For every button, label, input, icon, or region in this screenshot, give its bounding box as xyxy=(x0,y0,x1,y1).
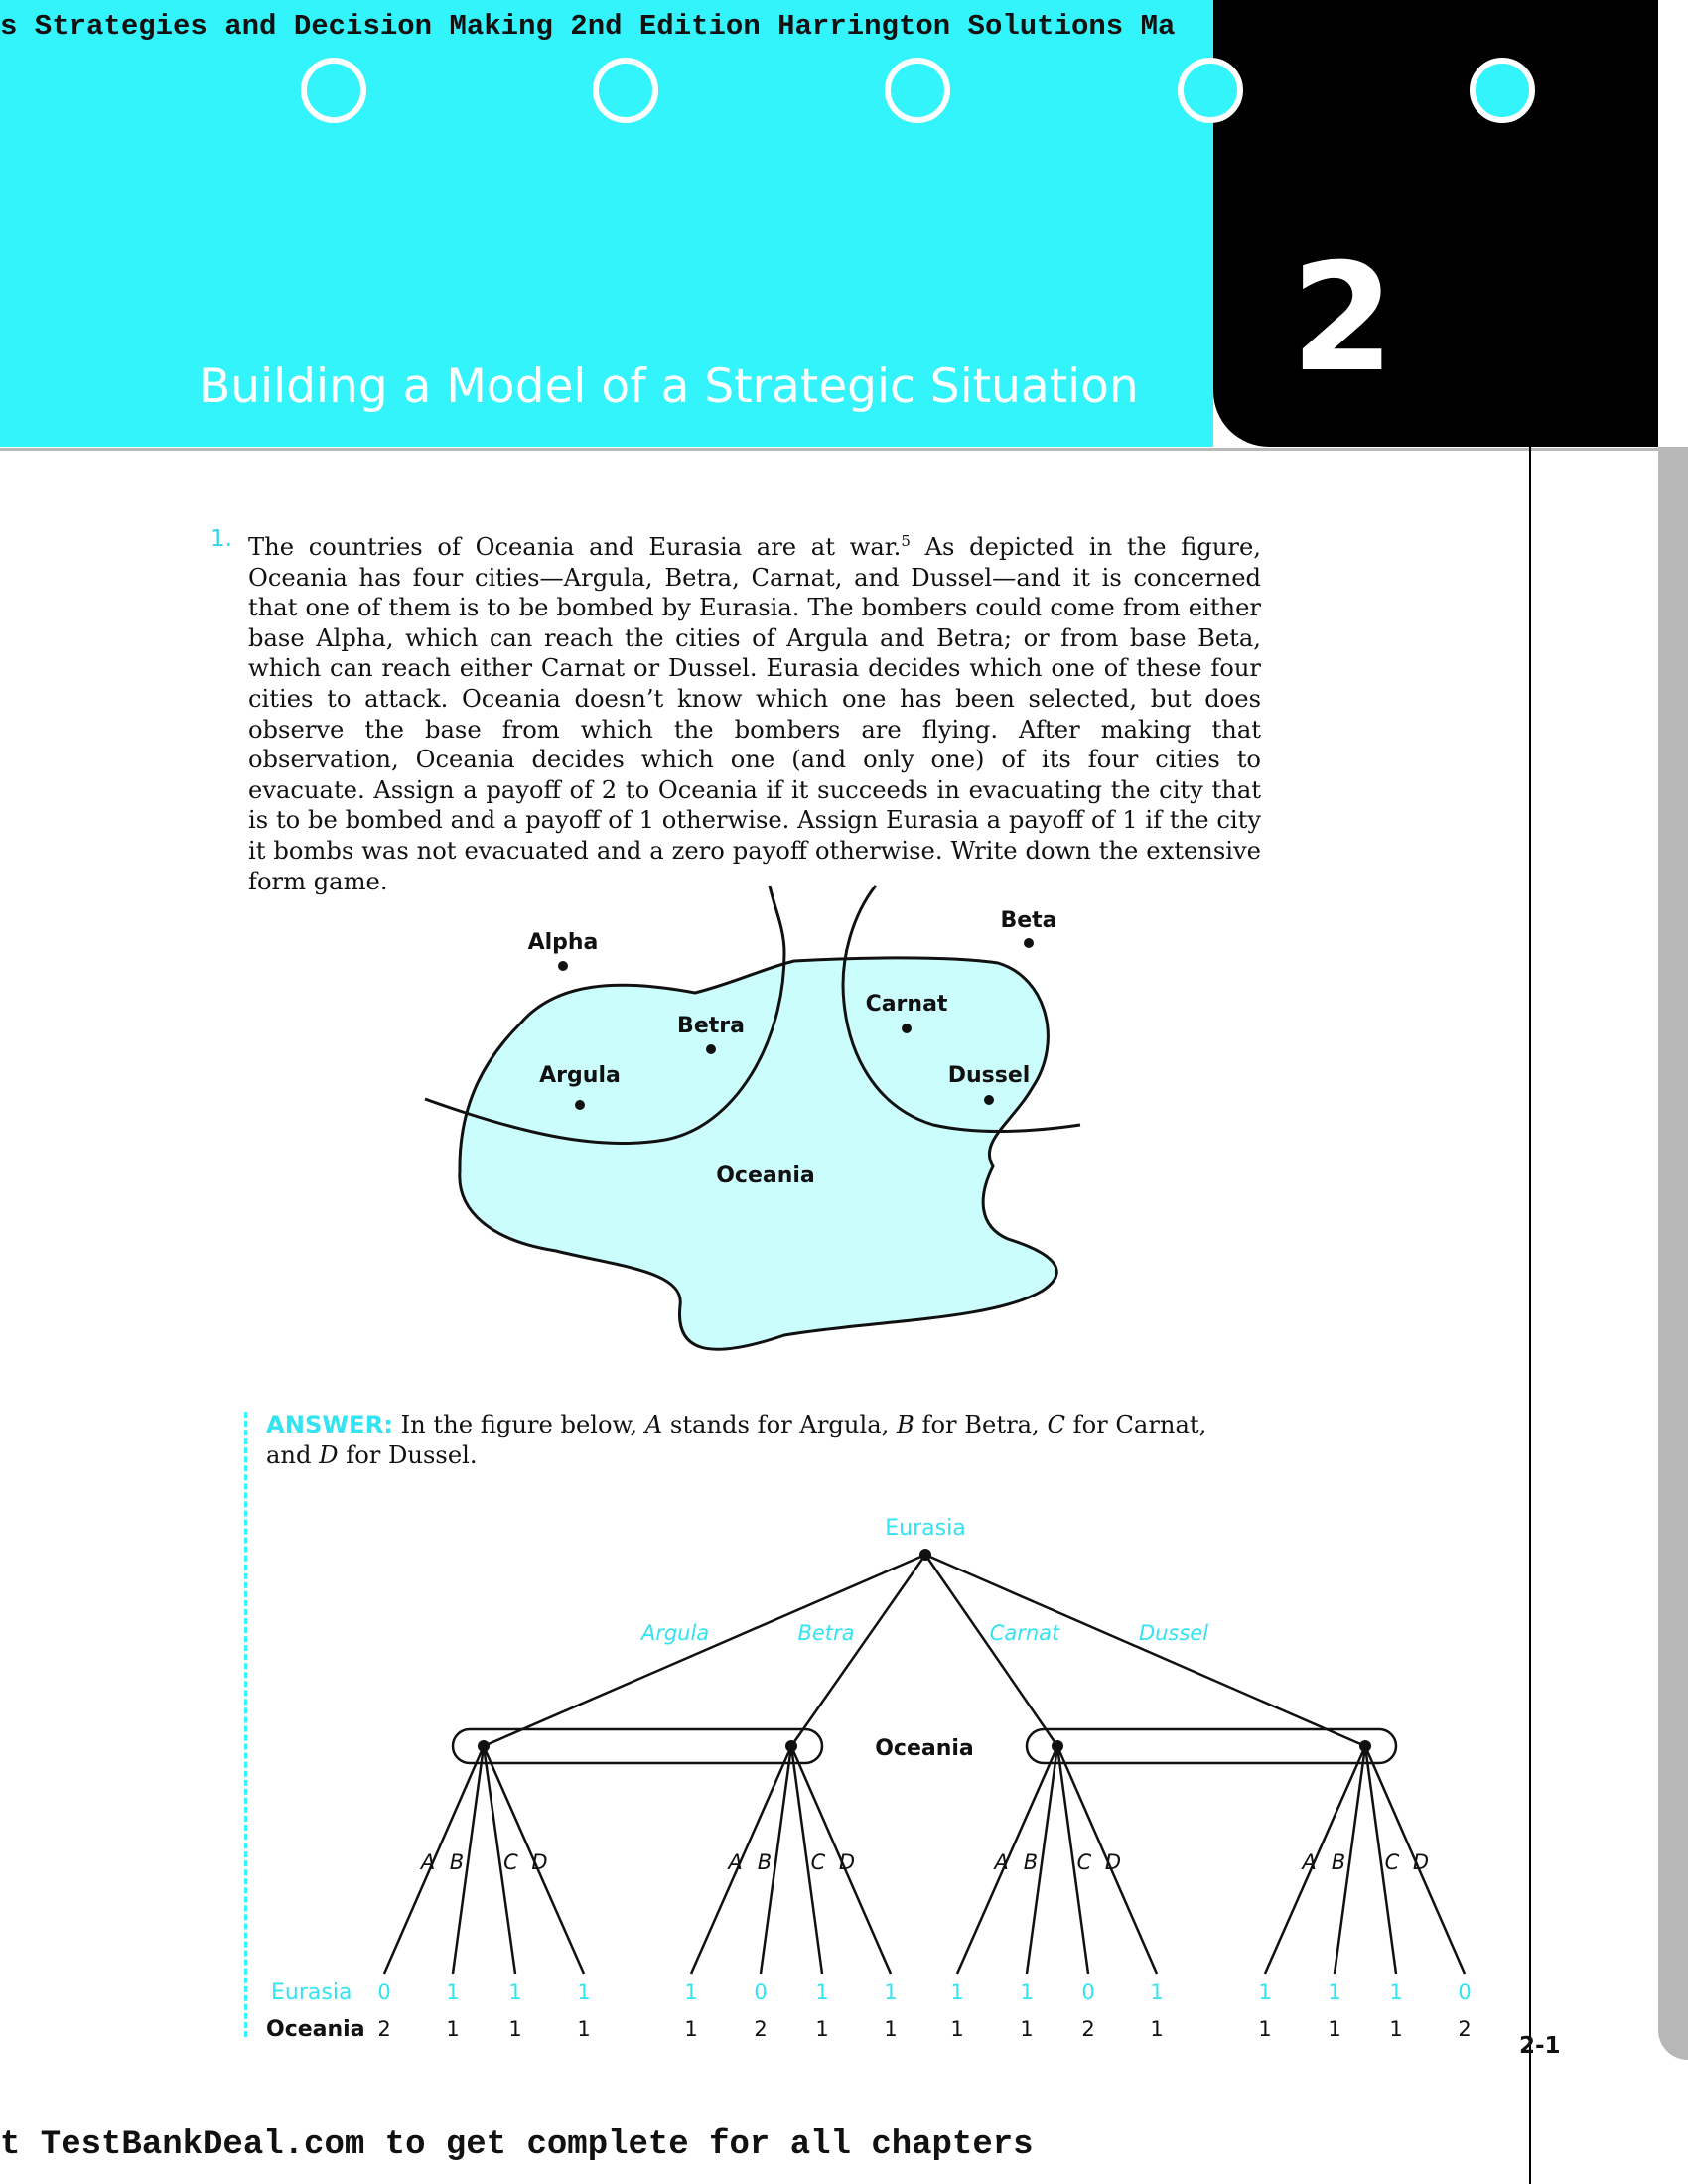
payoff-oceania: 1 xyxy=(577,2017,591,2041)
payoff-eurasia: 1 xyxy=(684,1980,698,2004)
dussel-label: Dussel xyxy=(947,1063,1031,1088)
move-label: B xyxy=(757,1850,773,1874)
action-label: Betra xyxy=(797,1621,855,1645)
answer-text-part: In the figure below, xyxy=(392,1411,645,1438)
payoff-eurasia: 1 xyxy=(508,1980,522,2004)
betra-label: Betra xyxy=(677,1014,745,1038)
beta-base-label: Beta xyxy=(1000,908,1057,933)
payoff-eurasia: 0 xyxy=(1081,1980,1095,2004)
payoff-eurasia: 1 xyxy=(950,1980,964,2004)
payoff-eurasia: 1 xyxy=(884,1980,898,2004)
payoff-oceania: 1 xyxy=(1258,2017,1272,2041)
alpha-base-label: Alpha xyxy=(527,930,599,955)
payoff-eurasia: 1 xyxy=(1389,1980,1403,2004)
answer-text-part: for Dussel. xyxy=(338,1440,478,1469)
payoff-oceania: 2 xyxy=(754,2017,768,2041)
payoff-oceania: 1 xyxy=(446,2017,460,2041)
answer-var: C xyxy=(1047,1411,1065,1438)
action-label: Carnat xyxy=(989,1621,1060,1645)
root-player-label: Eurasia xyxy=(885,1516,966,1541)
payoff-oceania: 1 xyxy=(815,2017,829,2041)
oceania-map-label: Oceania xyxy=(716,1163,815,1188)
payoff-oceania: 1 xyxy=(884,2017,898,2041)
payoff-oceania: 1 xyxy=(1328,2017,1341,2041)
problem-number: 1. xyxy=(211,526,232,552)
answer-text-part: for Carnat, and xyxy=(266,1411,1207,1469)
problem-text-part: The countries of Oceania and Eurasia are at war. xyxy=(248,533,902,562)
payoff-eurasia: 1 xyxy=(1150,1980,1164,2004)
payoff-eurasia: 1 xyxy=(1020,1980,1034,2004)
payoff-eurasia: 0 xyxy=(1458,1980,1472,2004)
chapter-number: 2 xyxy=(1291,232,1395,405)
footer-strip: t TestBankDeal.com to get complete for all chapters xyxy=(0,2126,1034,2164)
chapter-title: Building a Model of a Strategic Situation xyxy=(199,359,1139,414)
payoff-oceania: 1 xyxy=(950,2017,964,2041)
move-label: D xyxy=(1104,1850,1122,1874)
move-label: C xyxy=(810,1850,826,1874)
move-label: D xyxy=(1412,1850,1430,1874)
payoff-eurasia: 1 xyxy=(1258,1980,1272,2004)
payoff-oceania: 1 xyxy=(684,2017,698,2041)
answer-var: D xyxy=(319,1440,339,1469)
move-label: B xyxy=(449,1850,465,1874)
payoff-eurasia: 1 xyxy=(577,1980,591,2004)
payoff-row-label: Oceania xyxy=(266,2017,365,2042)
argula-label: Argula xyxy=(539,1063,621,1088)
move-label: B xyxy=(1331,1850,1346,1874)
move-label: C xyxy=(503,1850,518,1874)
payoff-row-label: Eurasia xyxy=(271,1980,352,2005)
move-label: A xyxy=(994,1850,1009,1874)
move-label: C xyxy=(1384,1850,1400,1874)
footnote-mark: 5 xyxy=(901,532,911,550)
move-label: C xyxy=(1076,1850,1092,1874)
payoff-oceania: 2 xyxy=(377,2017,391,2041)
answer-var: B xyxy=(897,1411,914,1438)
payoff-eurasia: 0 xyxy=(754,1980,768,2004)
move-label: D xyxy=(531,1850,548,1874)
payoff-oceania: 1 xyxy=(508,2017,522,2041)
action-label: Argula xyxy=(640,1621,710,1645)
payoff-eurasia: 0 xyxy=(377,1980,391,2004)
answer-text-part: stands for Argula, xyxy=(662,1411,898,1438)
answer-var: A xyxy=(644,1411,663,1438)
move-label: A xyxy=(1302,1850,1317,1874)
move-label: A xyxy=(420,1850,436,1874)
carnat-label: Carnat xyxy=(865,992,948,1017)
second-player-label: Oceania xyxy=(875,1736,974,1761)
document-title-strip: s Strategies and Decision Making 2nd Edition Harrington Solutions Ma xyxy=(0,10,1176,43)
payoff-oceania: 1 xyxy=(1150,2017,1164,2041)
answer-text-part: for Betra, xyxy=(914,1411,1048,1438)
payoff-oceania: 1 xyxy=(1020,2017,1034,2041)
payoff-oceania: 2 xyxy=(1081,2017,1095,2041)
problem-text-part: As depicted in the figure, Oceania has four cities—Argula, Betra, Carnat, and Dussel—and it is concerned that one of them is to be bombed by Eurasia. The bombers could come from either base Alpha, which can reach the cities of Argula and Betra; or from base Beta, which can reach either Carnat or Dussel. Eurasia decides which one of these four cities to attack. Oceania doesn’t know which one has been selected, but does observe the base from which the bombers are flying. After making that observation, Oceania decides which one (and only one) of its four cities to evacuate. Assign a payoff of 2 to Oceania if it succeeds in evacuating the city that is to be bombed and a payoff of 1 otherwise. Assign Eurasia a payoff of 1 if the city it bombs was not evacuated and a zero payoff otherwise. Write down the extensive form game. xyxy=(248,533,1261,895)
move-label: A xyxy=(728,1850,743,1874)
payoff-eurasia: 1 xyxy=(815,1980,829,2004)
move-label: D xyxy=(838,1850,856,1874)
move-label: B xyxy=(1023,1850,1039,1874)
payoff-oceania: 2 xyxy=(1458,2017,1472,2041)
payoff-oceania: 1 xyxy=(1389,2017,1403,2041)
action-label: Dussel xyxy=(1138,1621,1209,1645)
page-number: 2-1 xyxy=(1519,2033,1561,2059)
payoff-eurasia: 1 xyxy=(446,1980,460,2004)
answer-label: ANSWER: xyxy=(266,1411,393,1438)
payoff-eurasia: 1 xyxy=(1328,1980,1341,2004)
